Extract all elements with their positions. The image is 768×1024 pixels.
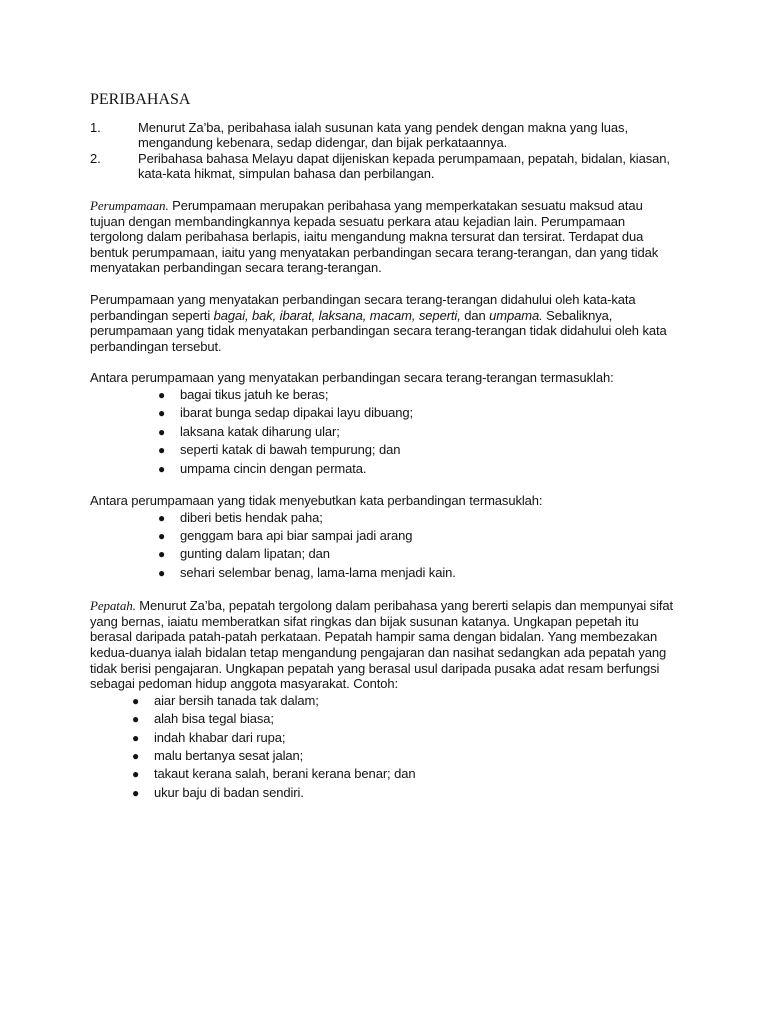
list-item: ● takaut kerana salah, berani kerana benar; dan xyxy=(132,765,680,783)
bullet-icon: ● xyxy=(158,528,166,543)
numbered-list xyxy=(90,120,680,182)
list-item: ● sehari selembar benag, lama-lama menjadi kain. xyxy=(158,564,680,582)
document-page xyxy=(90,92,680,802)
bullet-icon: ● xyxy=(132,730,140,745)
perumpamaan-definition: Perumpamaan merupakan peribahasa yang memperkatakan sesuatu maksud atau tujuan dengan membandingkannya kepada sesuatu perkara atau kejadian lain. Perumpamaan tergolong dalam peribahasa berlapis, iaitu mengandung makna tersurat dan tersirat. Terdapat dua bentuk perumpamaan, iaitu yang menyatakan perbandingan secara terang-terangan, dan yang tidak menyatakan perbandingan secara terang-terangan. xyxy=(90,197,659,276)
bullet-icon: ● xyxy=(158,424,166,439)
pepatah-term: Pepatah. xyxy=(90,598,136,614)
paragraph-text: Sebaliknya, perumpamaan yang tidak menyatakan perbandingan secara terang-terangan tidak didahului oleh kata perbandingan tersebut. xyxy=(90,307,667,354)
bullet-icon: ● xyxy=(158,406,166,421)
list-item: ● ibarat bunga sedap dipakai layu dibuang; xyxy=(158,404,680,422)
bullet-icon: ● xyxy=(158,443,166,458)
list-item: ● bagai tikus jatuh ke beras; xyxy=(158,386,680,404)
perumpamaan-comparison-paragraph xyxy=(90,292,680,354)
comparison-word-umpama: umpama. xyxy=(489,307,543,323)
item-number: 2. xyxy=(90,150,101,166)
numbered-item xyxy=(90,120,680,151)
bullet-icon: ● xyxy=(132,748,140,763)
list-item: ● ukur baju di badan sendiri. xyxy=(132,784,680,802)
item-text: Menurut Za’ba, peribahasa ialah susunan kata yang pendek dengan makna yang luas, mengandung kebenara, sedap didengar, dan bijak perkataannya. xyxy=(138,119,628,151)
perumpamaan-paragraph xyxy=(90,198,680,276)
paragraph-text: dan xyxy=(460,307,490,323)
bullet-icon: ● xyxy=(158,461,166,476)
pepatah-paragraph xyxy=(90,598,680,692)
numbered-item xyxy=(90,151,680,182)
bullet-icon: ● xyxy=(158,565,166,580)
list-item: ● aiar bersih tanada tak dalam; xyxy=(132,692,680,710)
comparison-words: bagai, bak, ibarat, laksana, macam, seperti, xyxy=(213,307,461,323)
list-item: ● alah bisa tegal biasa; xyxy=(132,710,680,728)
list-item: ● umpama cincin dengan permata. xyxy=(158,460,680,478)
list1-intro: Antara perumpamaan yang menyatakan perbandingan secara terang-terangan termasuklah: xyxy=(90,370,614,386)
paragraph-text: Perumpamaan yang menyatakan perbandingan secara terang-terangan didahului oleh kata-kata perbandingan seperti xyxy=(90,291,636,323)
pepatah-examples-list xyxy=(132,692,680,802)
bullet-icon: ● xyxy=(132,785,140,800)
bullet-icon: ● xyxy=(132,693,140,708)
list-item: ● seperti katak di bawah tempurung; dan xyxy=(158,441,680,459)
list-item: ● gunting dalam lipatan; dan xyxy=(158,545,680,563)
pepatah-definition: Menurut Za’ba, pepatah tergolong dalam peribahasa yang bererti selapis dan mempunyai sifat yang bernas, iaiatu memberatkan sifat ringkas dan bijak susunan katanya. Ungkapan pepetah itu berasal daripada patah-patah perkataan. Pepatah hampir sama dengan bidalan. Yang membezakan kedua-duanya ialah bidalan tetap mengandung pengajaran dan nasihat sedangkan ada pepatah yang tidak berisi pengajaran. Ungkapan pepatah yang berasal usul daripada pusaka adat resam berfungsi sebagai pedoman hidup anggota masyarakat. Contoh: xyxy=(90,598,674,692)
item-number: 1. xyxy=(90,119,101,135)
bullet-icon: ● xyxy=(158,387,166,402)
bullet-icon: ● xyxy=(132,712,140,727)
list2-intro: Antara perumpamaan yang tidak menyebutkan kata perbandingan termasuklah: xyxy=(90,492,543,508)
bullet-icon: ● xyxy=(158,547,166,562)
implicit-comparison-list xyxy=(158,509,680,583)
perumpamaan-term: Perumpamaan. xyxy=(90,197,169,213)
page-title: PERIBAHASA xyxy=(90,91,191,108)
item-text: Peribahasa bahasa Melayu dapat dijeniskan kepada perumpamaan, pepatah, bidalan, kiasan, kata-kata hikmat, simpulan bahasa dan perbilangan. xyxy=(138,150,670,182)
explicit-comparison-list xyxy=(158,386,680,478)
list-item: ● diberi betis hendak paha; xyxy=(158,509,680,527)
list-item: ● laksana katak diharung ular; xyxy=(158,423,680,441)
list-item: ● indah khabar dari rupa; xyxy=(132,729,680,747)
bullet-icon: ● xyxy=(132,767,140,782)
list-item: ● malu bertanya sesat jalan; xyxy=(132,747,680,765)
list-item: ● genggam bara api biar sampai jadi arang xyxy=(158,527,680,545)
bullet-icon: ● xyxy=(158,510,166,525)
